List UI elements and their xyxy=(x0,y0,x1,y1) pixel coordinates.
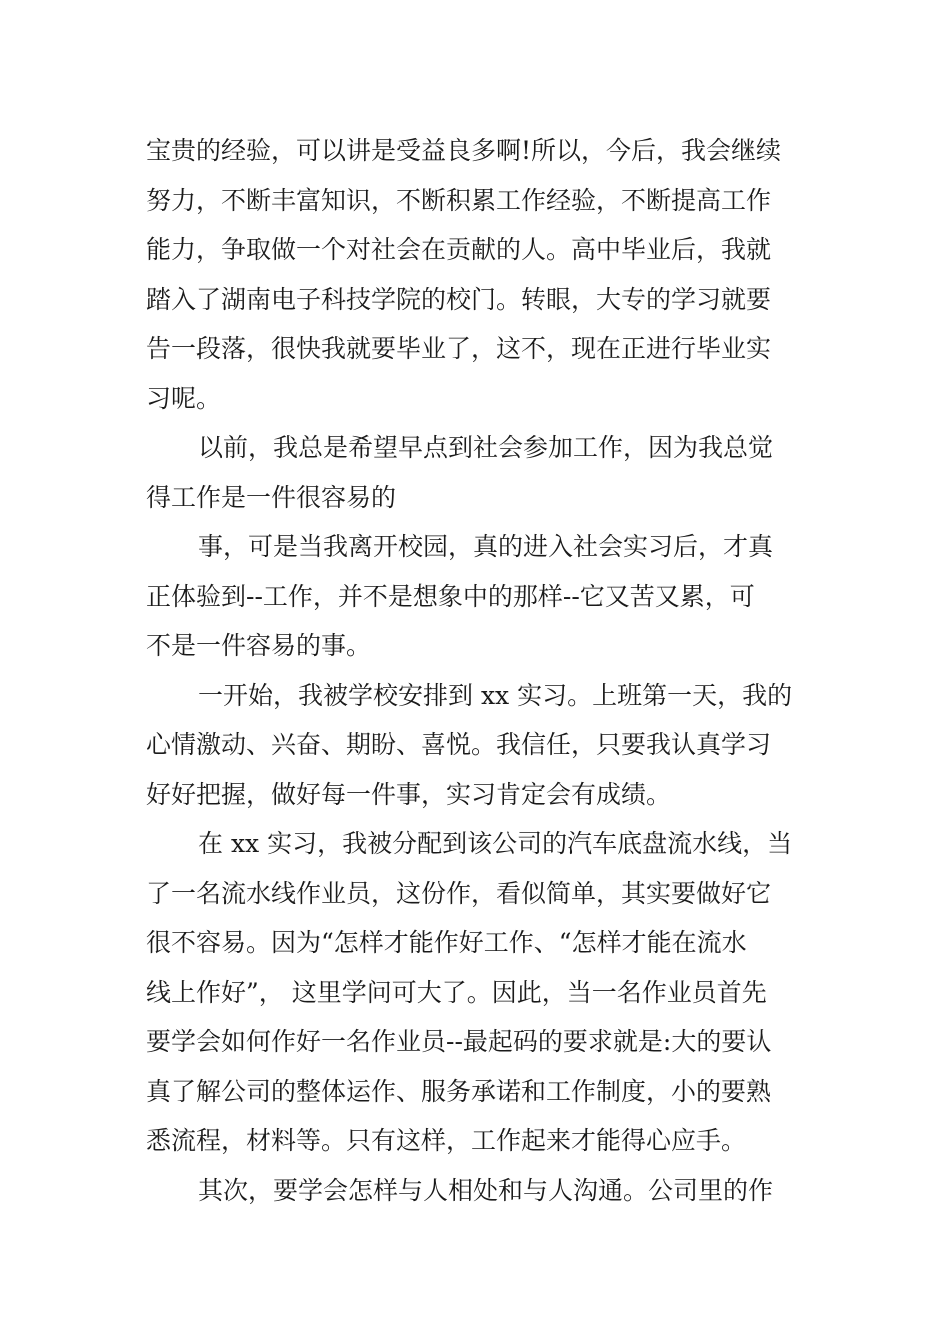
text-line: 其次，要学会怎样与人相处和与人沟通。公司里的作 xyxy=(198,1175,774,1205)
text-line: 以前，我总是希望早点到社会参加工作，因为我总觉 xyxy=(198,433,774,462)
text-line: 悉流程，材料等。只有这样，工作起来才能得心应手。 xyxy=(146,1126,747,1155)
text-line: 要学会如何作好一名作业员--最起码的要求就是:大的要认 xyxy=(146,1027,772,1056)
text-line: 习呢。 xyxy=(146,383,222,413)
text-line: 事，可是当我离开校园，真的进入社会实习后，才真 xyxy=(198,532,774,561)
text-line: 真了解公司的整体运作、服务承诺和工作制度，小的要熟 xyxy=(146,1076,772,1106)
text-line: 踏入了湖南电子科技学院的校门。转眼，大专的学习就要 xyxy=(146,284,772,314)
text-line: 在 xx 实习，我被分配到该公司的汽车底盘流水线，当 xyxy=(198,829,793,858)
text-line: 得工作是一件很容易的 xyxy=(146,482,397,512)
text-line: 一开始，我被学校安排到 xx 实习。上班第一天，我的 xyxy=(198,680,793,710)
text-line: 正体验到--工作，并不是想象中的那样--它又苦又累，可 xyxy=(146,581,755,611)
text-line: 很不容易。因为“怎样才能作好工作、“怎样才能在流水 xyxy=(146,928,747,957)
text-line: 好好把握，做好每一件事，实习肯定会有成绩。 xyxy=(146,779,672,809)
text-line: 线上作好”， 这里学问可大了。因此，当一名作业员首先 xyxy=(146,977,767,1007)
text-line: 能力，争取做一个对社会在贡献的人。高中毕业后，我就 xyxy=(146,235,772,264)
text-line: 了一名流水线作业员，这份作，看似简单，其实要做好它 xyxy=(146,878,772,908)
document-body xyxy=(146,126,810,1215)
text-line: 努力，不断丰富知识，不断积累工作经验，不断提高工作 xyxy=(146,185,772,215)
text-line: 不是一件容易的事。 xyxy=(146,631,372,660)
text-line: 告一段落，很快我就要毕业了，这不，现在正进行毕业实 xyxy=(146,334,772,363)
text-line: 心情激动、兴奋、期盼、喜悦。我信任，只要我认真学习 xyxy=(146,730,772,759)
text-line: 宝贵的经验，可以讲是受益良多啊!所以，今后，我会继续 xyxy=(146,136,782,165)
